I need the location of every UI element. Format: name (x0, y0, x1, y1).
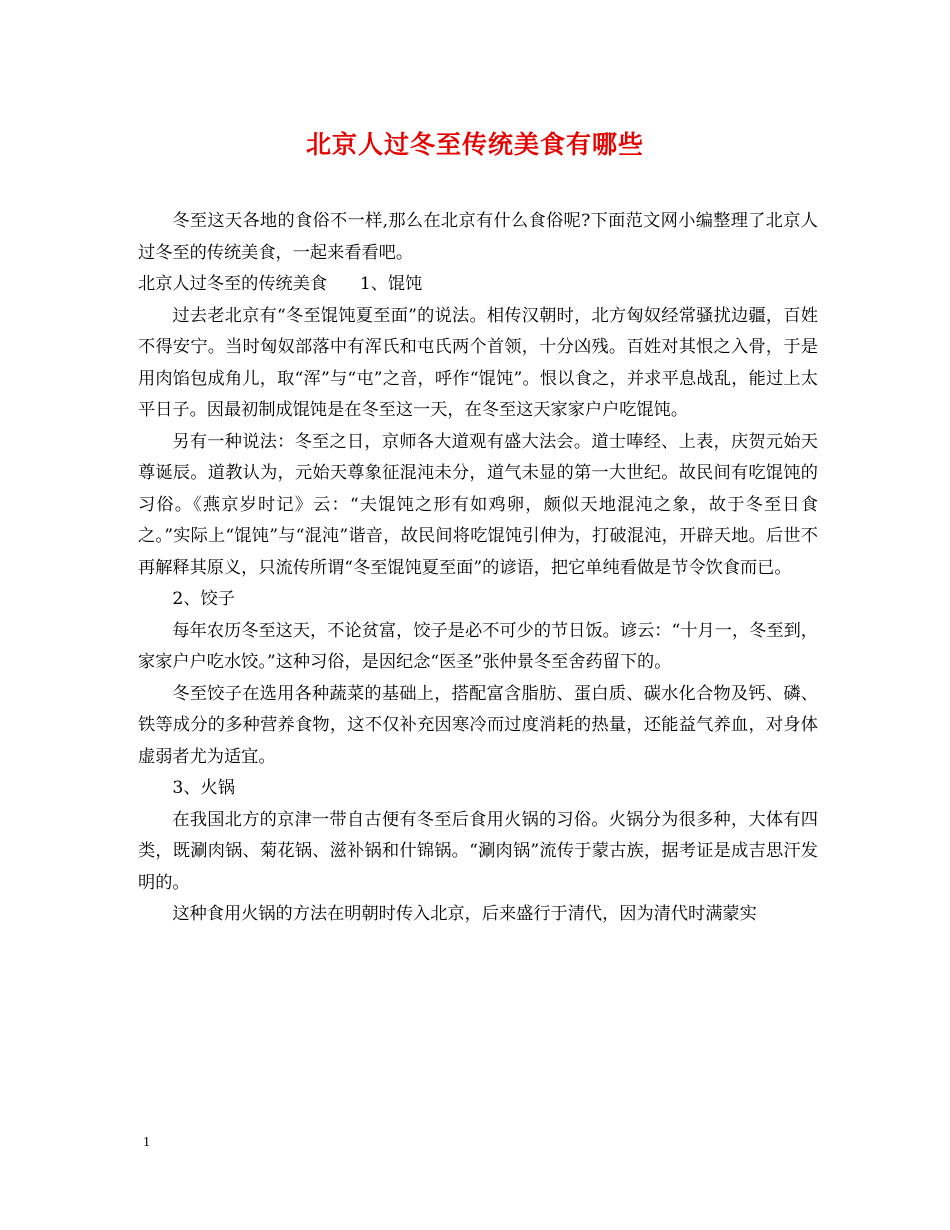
heading-huntun: 1、馄饨 (359, 274, 423, 294)
page-number: 1 (143, 1135, 150, 1150)
paragraph-jiaozi-nutrition: 冬至饺子在选用各种蔬菜的基础上，搭配富含脂肪、蛋白质、碳水化合物及钙、磷、铁等成分的多种营养食物，这不仅补充因寒冷而过度消耗的热量，还能益气养血，对身体虚弱者尤为适宜。 (138, 683, 818, 767)
paragraph-huntun-alternative: 另有一种说法：冬至之日，京师各大道观有盛大法会。道士唪经、上表，庆贺元始天尊诞辰。道教认为，元始天尊象征混沌未分，道气未显的第一大世纪。故民间有吃馄饨的习俗。《燕京岁时记》云：“夫馄饨之形有如鸡卵，颇似天地混沌之象，故于冬至日食之。”实际上“馄饨”与“混沌”谐音，故民间将吃馄饨引伸为，打破混沌，开辟天地。后世不再解释其原义，只流传所谓“冬至馄饨夏至面”的谚语，把它单纯看做是节令饮食而已。 (138, 431, 818, 578)
paragraph-huntun-origin: 过去老北京有“冬至馄饨夏至面”的说法。相传汉朝时，北方匈奴经常骚扰边疆，百姓不得安宁。当时匈奴部落中有浑氏和屯氏两个首领，十分凶残。百姓对其恨之入骨，于是用肉馅包成角儿，取“浑”与“屯”之音，呼作“馄饨”。恨以食之，并求平息战乱，能过上太平日子。因最初制成馄饨是在冬至这一天，在冬至这天家家户户吃馄饨。 (138, 305, 818, 420)
section-heading-line (138, 269, 818, 301)
document-title: 北京人过冬至传统美食有哪些 (305, 130, 644, 159)
heading-jiaozi: 2、饺子 (172, 589, 235, 609)
document-body (138, 206, 818, 931)
section-intro-text: 北京人过冬至的传统美食 (138, 274, 328, 294)
paragraph-huoguo-history: 这种食用火锅的方法在明朝时传入北京，后来盛行于清代，因为清代时满蒙实 (172, 904, 757, 924)
paragraph-huoguo-types: 在我国北方的京津一带自古便有冬至后食用火锅的习俗。火锅分为很多种，大体有四类，既涮肉锅、菊花锅、滋补锅和什锦锅。“涮肉锅”流传于蒙古族，据考证是成吉思汗发明的。 (138, 809, 818, 893)
heading-huoguo: 3、火锅 (172, 778, 235, 798)
intro-paragraph: 冬至这天各地的食俗不一样,那么在北京有什么食俗呢?下面范文网小编整理了北京人过冬至的传统美食，一起来看看吧。 (138, 211, 818, 263)
paragraph-jiaozi-custom: 每年农历冬至这天，不论贫富，饺子是必不可少的节日饭。谚云：“十月一，冬至到，家家户户吃水饺。”这种习俗，是因纪念“医圣”张仲景冬至舍药留下的。 (138, 620, 818, 672)
